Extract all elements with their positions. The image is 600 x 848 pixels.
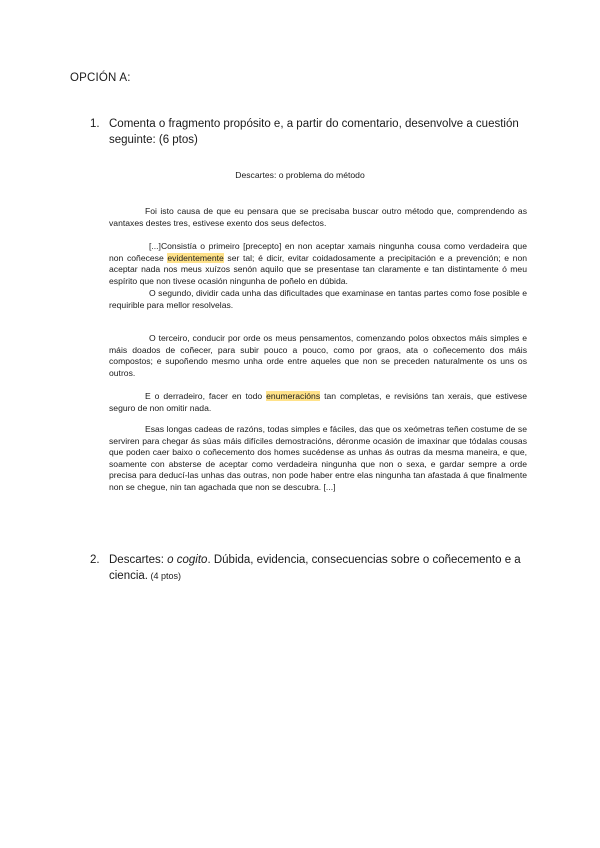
paragraph-6-text: Esas longas cadeas de razóns, todas simples e fáciles, das que os xeómetras teñen costume de se serviren para chegar ás súas máis difíciles demostracións, déronme ocasión de imaxinar que tódalas cousas que poden caer baixo o coñecemento dos homes sucédense as unhas ás outras da mesma maneira, e que, soamente con absterse de aceptar como verdadeira ningunha que non o sexa, e gardar sempre a orde precisa para deducí-las unhas das outras, non pode haber entre elas ningunha tan afastada á que finalmente non se chegue, nin tan agachada que non se descubra. [...] [109, 424, 527, 492]
highlight-enumeracions: enumeracións [266, 391, 321, 401]
paragraph-5-text-a: E o derradeiro, facer en todo [145, 391, 267, 401]
paragraph-3-text: O segundo, dividir cada unha das dificultades que examinase en tantas partes como fose posible e requirible para mellor resolvelas. [109, 288, 527, 310]
paragraph-5 [109, 391, 527, 414]
question-2-text [109, 552, 529, 584]
question-1-number: 1. [90, 118, 100, 130]
question-1-text: Comenta o fragmento propósito e, a partir do comentario, desenvolve a cuestión seguinte: (6 ptos) [109, 118, 519, 146]
paragraph-2 [109, 241, 527, 287]
paragraph-1-text: Foi isto causa de que eu pensara que se precisaba buscar outro método que, comprendendo as vantaxes destes tres, estivese exento dos seus defectos. [109, 206, 527, 228]
paragraph-1 [109, 206, 527, 229]
question-2-lead: Descartes: [109, 554, 168, 566]
highlight-evidentemente: evidentemente [167, 252, 224, 263]
option-heading: OPCIÓN A: [70, 72, 131, 84]
paragraph-2-text-a: [...]Consistía o primeiro [precepto] en non aceptar xamais ningunha cousa como verdadeira que non coñecese [109, 241, 527, 263]
paragraph-6 [109, 424, 527, 494]
question-2-rest: . Dúbida, evidencia, consecuencias sobre o coñecemento e a ciencia. [109, 554, 521, 582]
paragraph-5-text-b: tan completas, e revisións tan xerais, que estivese seguro de non omitir nada. [109, 391, 527, 413]
paragraph-4 [109, 333, 527, 379]
question-2-points: (4 ptos) [148, 571, 182, 581]
question-2-number: 2. [90, 554, 100, 566]
paragraph-3 [109, 288, 527, 311]
question-2-italic: o cogito [167, 554, 208, 566]
text-title: Descartes: o problema do método [235, 170, 365, 180]
paragraph-4-text: O terceiro, conducir por orde os meus pensamentos, comenzando polos obxectos máis simples e máis doados de coñecer, para subir pouco a pouco, como por graos, ata o coñecemento dos máis compostos; e supoñendo mesmo unha orde entre aqueles que non se preceden naturalmente os uns os outros. [109, 333, 527, 378]
paragraph-2-text-b: ser tal; é dicir, evitar coidadosamente a precipitación e a prevención; e non aceptar nada nos meus xuízos senón aquilo que se presentase tan claramente e tan distintamente ó meu espírito que non tivese ocasión ningunha de poñelo en dúbida. [109, 252, 527, 286]
